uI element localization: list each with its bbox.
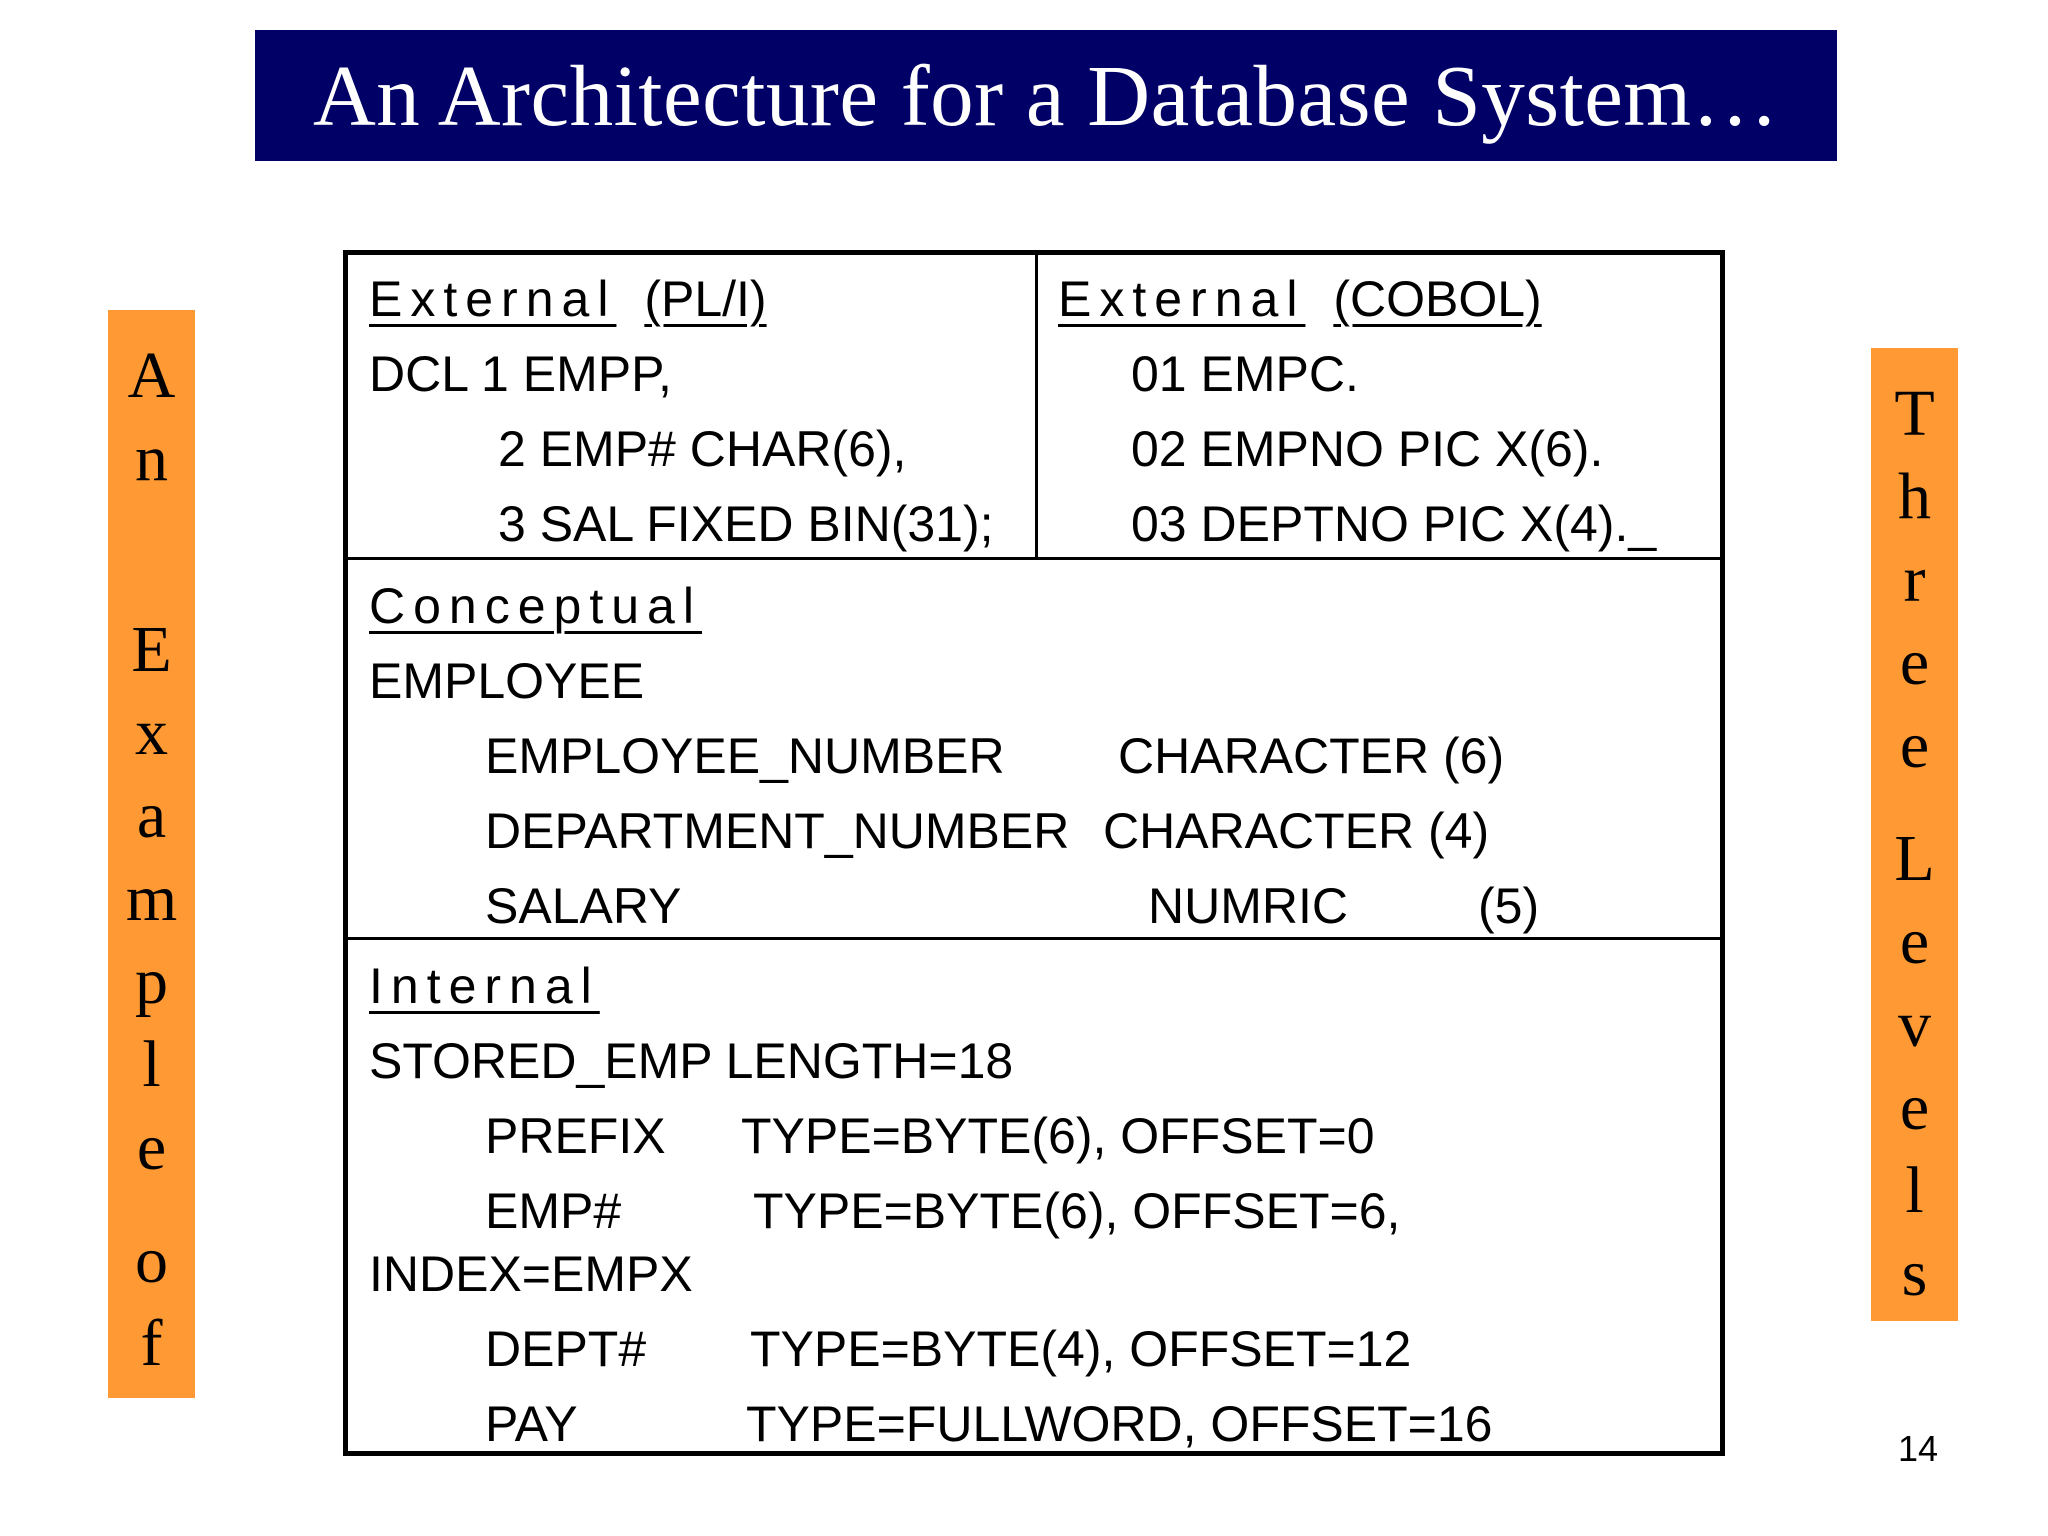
external-cobol-header <box>1058 270 1542 328</box>
right-strip-char: e <box>1899 709 1930 782</box>
conceptual-field: SALARY <box>485 878 682 934</box>
internal-field: EMP# <box>485 1183 622 1239</box>
conceptual-type: CHARACTER (4) <box>1103 803 1490 859</box>
external-pli-header <box>369 270 767 328</box>
external-section <box>348 255 1720 560</box>
internal-spec: TYPE=BYTE(6), OFFSET=0 <box>741 1108 1375 1164</box>
right-side-strip <box>1871 348 1958 1321</box>
left-strip-char: E <box>131 613 172 686</box>
left-strip-char: n <box>135 422 168 495</box>
cobol-label: (COBOL) <box>1333 271 1542 327</box>
right-strip-char: s <box>1901 1237 1928 1310</box>
conceptual-type: NUMRIC <box>1148 878 1348 934</box>
external-label: External <box>1058 271 1306 327</box>
right-strip-char: e <box>1899 626 1930 699</box>
title-bar <box>255 30 1837 161</box>
right-strip-char: e <box>1899 905 1930 978</box>
conceptual-section <box>348 560 1720 940</box>
conceptual-field: DEPARTMENT_NUMBER <box>485 803 1070 859</box>
right-strip-char: e <box>1899 1071 1930 1144</box>
cobol-line: 01 EMPC. <box>1131 346 1359 402</box>
left-strip-char: o <box>135 1224 168 1297</box>
left-strip-char: e <box>136 1111 167 1184</box>
conceptual-header: Conceptual <box>369 578 702 634</box>
internal-field: DEPT# <box>485 1321 647 1377</box>
page-number: 14 <box>1898 1428 1939 1469</box>
internal-spec: TYPE=FULLWORD, OFFSET=16 <box>746 1396 1493 1452</box>
conceptual-size: (5) <box>1478 878 1540 934</box>
right-strip-char: v <box>1898 988 1931 1061</box>
internal-section <box>348 940 1720 1456</box>
internal-spec-continued: INDEX=EMPX <box>369 1246 693 1302</box>
left-strip-char: A <box>127 339 176 412</box>
right-strip-char: T <box>1894 377 1935 450</box>
pli-label: (PL/I) <box>644 271 767 327</box>
external-label: External <box>369 271 617 327</box>
internal-field: PREFIX <box>485 1108 666 1164</box>
cobol-line: 02 EMPNO PIC X(6). <box>1131 421 1604 477</box>
left-strip-char: m <box>125 862 178 935</box>
internal-spec: TYPE=BYTE(4), OFFSET=12 <box>750 1321 1412 1377</box>
left-strip-char: a <box>136 779 167 852</box>
internal-spec: TYPE=BYTE(6), OFFSET=6, <box>753 1183 1401 1239</box>
right-strip-char: l <box>1905 1154 1924 1227</box>
left-side-strip <box>108 310 195 1398</box>
external-cobol-cell <box>1038 255 1720 557</box>
pli-line: 3 SAL FIXED BIN(31); <box>498 496 994 552</box>
right-strip-char: h <box>1898 460 1931 533</box>
left-strip-char: p <box>135 945 168 1018</box>
right-strip-char: r <box>1903 543 1926 616</box>
internal-record: STORED_EMP LENGTH=18 <box>369 1033 1014 1089</box>
conceptual-entity: EMPLOYEE <box>369 653 645 709</box>
pli-line: 2 EMP# CHAR(6), <box>498 421 907 477</box>
pli-line: DCL 1 EMPP, <box>369 346 672 402</box>
cobol-line: 03 DEPTNO PIC X(4)._ <box>1131 496 1657 552</box>
left-strip-char: x <box>135 696 168 769</box>
internal-header: Internal <box>369 958 600 1014</box>
external-pli-cell <box>348 255 1038 557</box>
left-strip-char: f <box>140 1307 163 1380</box>
conceptual-type: CHARACTER (6) <box>1118 728 1505 784</box>
slide-title: An Architecture for a Database System… <box>312 47 1780 144</box>
left-strip-char: l <box>142 1028 161 1101</box>
right-strip-char: L <box>1894 822 1935 895</box>
three-level-table <box>343 250 1725 1456</box>
conceptual-field: EMPLOYEE_NUMBER <box>485 728 1005 784</box>
internal-field: PAY <box>485 1396 578 1452</box>
